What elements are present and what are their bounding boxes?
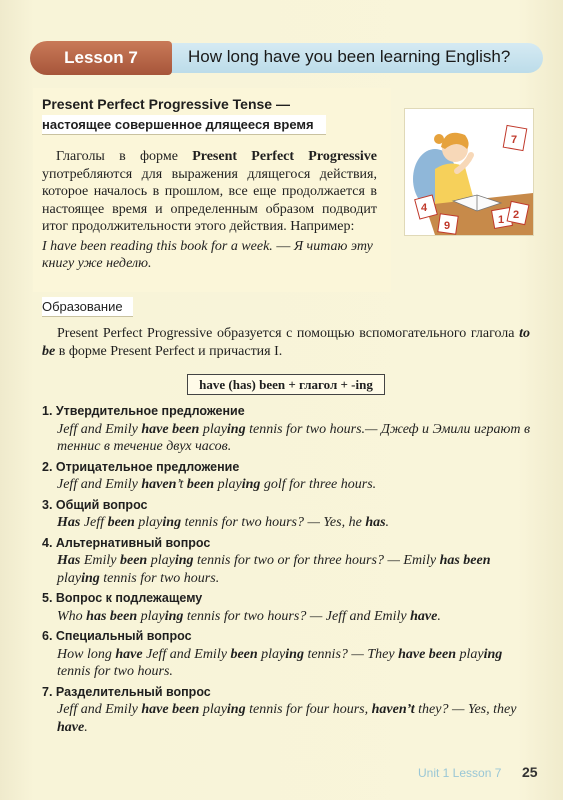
calendar-number: 2 [513, 209, 520, 221]
formation-heading: Образование [42, 297, 133, 317]
tense-title: Present Perfect Progressive Tense — [42, 96, 290, 112]
rule-example: Jeff and Emily haven’t been playing golf for three hours. [57, 477, 377, 492]
rule-example: Jeff and Emily have been playing tennis for two hours.— Джеф и Эмили играют в теннис в течение двух часов. [57, 421, 531, 454]
tense-explanation [42, 148, 377, 273]
rules-list [42, 403, 534, 739]
rule-item [42, 684, 534, 737]
page-number: 25 [522, 764, 538, 780]
rule-item [42, 590, 534, 625]
girl-reading-illustration [404, 108, 534, 236]
calendar-number: 7 [511, 134, 518, 146]
formation-text: Present Perfect Progressive образуется с помощью вспомогательного глагола to be в форме Present Perfect и причастия I. [42, 326, 530, 359]
rule-item [42, 403, 534, 456]
rule-heading: 1. Утвердительное предложение [42, 404, 245, 418]
to-be-term: to be [42, 326, 530, 359]
rule-heading: 3. Общий вопрос [42, 497, 148, 512]
formula-box: have (has) been + глагол + -ing [187, 374, 385, 395]
rule-heading: 7. Разделительный вопрос [42, 684, 211, 699]
tense-term: Present Perfect Progressive [192, 149, 377, 164]
illustration-svg [405, 109, 533, 235]
lesson-title: How long have you been learning English? [188, 47, 511, 66]
tense-subtitle: настоящее совершенное длящееся время [42, 115, 326, 135]
footer-unit-lesson: Unit 1 Lesson 7 [418, 766, 502, 780]
rule-example: Has Emily been playing tennis for two or for three hours? — Emily has been playing tennis for two hours. [57, 553, 491, 586]
explanation-paragraph: Глаголы в форме Present Perfect Progressive употребляются для выражения длящегося действия, которое началось в прошлом, все еще продолжается в настоящее время и определенным образом подводит итог продолжительности этого действия. Например: [42, 149, 377, 234]
rule-example: How long have Jeff and Emily been playing tennis? — They have been playing tennis for two hours. [57, 646, 503, 679]
calendar-number: 4 [421, 202, 428, 214]
rule-example: Who has been playing tennis for two hours? — Jeff and Emily have. [57, 608, 441, 624]
rule-item [42, 535, 534, 588]
lesson-label: Lesson 7 [30, 41, 172, 75]
calendar-number: 9 [444, 220, 451, 232]
rule-item [42, 497, 534, 532]
rule-heading: 2. Отрицательное предложение [42, 459, 240, 474]
rule-heading: 6. Специальный вопрос [42, 629, 192, 643]
rule-heading: 4. Альтернативный вопрос [42, 535, 211, 550]
calendar-number: 1 [498, 214, 505, 226]
rule-heading: 5. Вопрос к подлежащему [42, 591, 203, 605]
example-sentence: I have been reading this book for a week. — Я читаю эту книгу уже неделю. [42, 238, 373, 271]
rule-example: Jeff and Emily have been playing tennis for four hours, haven’t they? — Yes, they have. [57, 702, 517, 735]
rule-item [42, 459, 534, 494]
rule-item [42, 628, 534, 681]
rule-example: Has Jeff been playing tennis for two hours? — Yes, he has. [57, 515, 390, 530]
